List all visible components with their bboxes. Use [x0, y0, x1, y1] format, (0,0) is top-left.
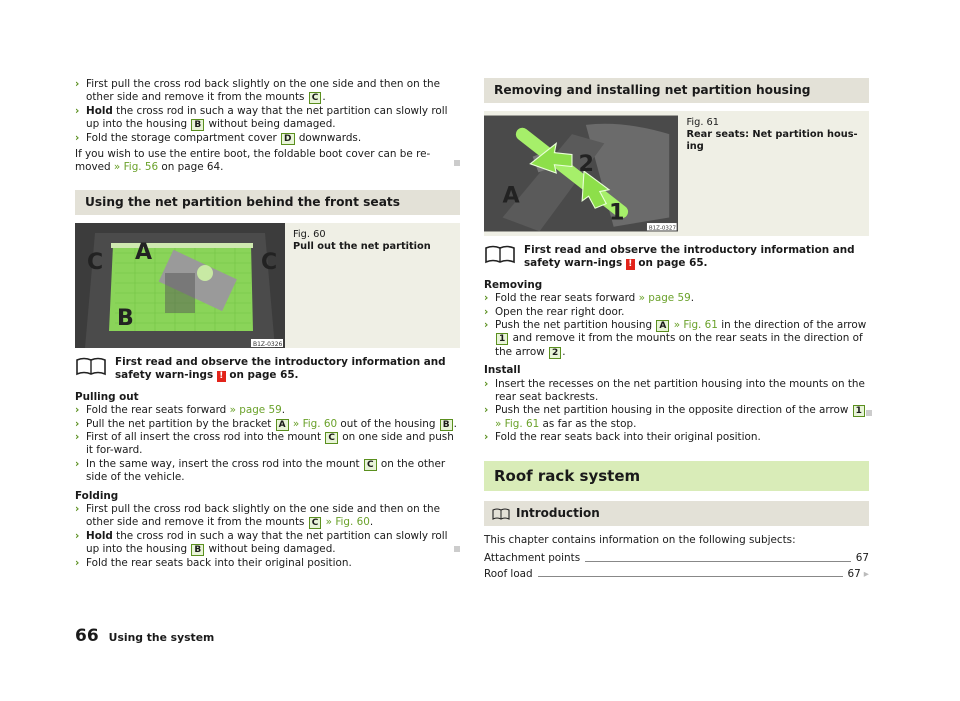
intro-text: This chapter contains information on the following subjects:	[484, 533, 796, 546]
boot-cover-text: If you wish to use the entire boot, the foldable boot cover can be re-moved » Fig. 56 on page 64.	[75, 148, 431, 174]
figure-60	[75, 223, 460, 348]
toc-entry[interactable]: Roof load 67 ▸	[484, 567, 869, 580]
section-end-marker	[454, 160, 460, 166]
folding-list	[75, 503, 460, 570]
pulling-out-heading: Pulling out	[75, 390, 139, 403]
bullet-text: .	[322, 91, 326, 104]
figure-caption: Pull out the net partition	[293, 241, 431, 252]
page-footer	[75, 626, 214, 646]
bullet-item	[75, 458, 460, 485]
bullet-text: Fold the rear seats forward	[495, 292, 639, 305]
chevron-icon: ›	[484, 292, 489, 305]
bullet-text: as far as the stop.	[539, 417, 637, 430]
continue-arrow-icon: ▸	[863, 567, 869, 580]
page-number: 66	[75, 626, 99, 646]
marker-b: B	[117, 306, 134, 331]
figure-code: B1Z-0326	[253, 341, 283, 348]
key-label: A	[276, 419, 289, 431]
bullet-item	[75, 105, 460, 132]
bold-term: Hold	[86, 529, 113, 542]
install-heading: Install	[484, 364, 521, 377]
figure-61	[484, 111, 869, 236]
bullet-text: and remove it from the mounts on the rear seats in the direction of the arrow	[495, 332, 863, 358]
figure-number: Fig. 61	[686, 117, 720, 128]
key-label: 1	[853, 405, 865, 417]
chevron-icon: ›	[75, 503, 80, 516]
key-label: A	[656, 320, 669, 332]
bullet-item	[75, 503, 460, 530]
chevron-icon: ›	[75, 104, 80, 117]
removing-list	[484, 292, 869, 359]
key-label: B	[440, 419, 453, 431]
cross-reference-link[interactable]: » page 59	[229, 404, 282, 417]
figure-60-caption	[285, 223, 439, 348]
section-end-marker	[454, 546, 460, 552]
chevron-icon: ›	[75, 431, 80, 444]
bullet-text: .	[562, 345, 566, 358]
bullet-text: First pull the cross rod back slightly on the one side and then on the other side and remove it from the mounts	[86, 78, 441, 104]
chevron-icon: ›	[75, 417, 80, 430]
bullet-item	[75, 557, 460, 570]
book-icon	[75, 356, 107, 378]
bullet-item	[484, 431, 869, 444]
footer-title: Using the system	[108, 631, 215, 644]
fig56-link[interactable]: » Fig. 56	[113, 161, 159, 174]
figure-61-caption	[678, 111, 869, 236]
figure-code: B1Z-0327	[648, 225, 676, 232]
section-title-using-net-partition: Using the net partition behind the front seats	[75, 190, 460, 215]
chevron-icon: ›	[484, 431, 489, 444]
bullet-text: Fold the rear seats back into their original position.	[495, 431, 761, 444]
bullet-text: Push the net partition housing in the opposite direction of the arrow	[495, 404, 852, 417]
bullet-item	[75, 530, 460, 557]
intro-bullet-list	[75, 78, 460, 145]
removing-heading: Removing	[484, 278, 543, 291]
bullet-item	[75, 78, 460, 105]
bullet-text: .	[453, 417, 457, 430]
bullet-item	[484, 292, 869, 305]
bullet-text: Fold the storage compartment cover	[86, 131, 281, 144]
bullet-text: downwards.	[295, 131, 362, 144]
marker-a: A	[502, 182, 520, 209]
folding-heading: Folding	[75, 489, 119, 502]
warning-notice: First read and observe the introductory information and safety warn-ings ! on page 65.	[75, 356, 460, 383]
bullet-item	[484, 404, 869, 431]
bullet-item	[75, 132, 460, 145]
chevron-icon: ›	[75, 404, 80, 417]
figure-number: Fig. 60	[293, 229, 326, 240]
key-label: D	[281, 133, 294, 145]
marker-c-left: C	[87, 250, 104, 275]
left-section	[75, 190, 460, 570]
bullet-text: In the same way, insert the cross rod into the mount	[86, 457, 363, 470]
introduction-heading: Introduction	[484, 501, 869, 526]
marker-1: 1	[609, 199, 625, 226]
chevron-icon: ›	[484, 305, 489, 318]
install-list	[484, 378, 869, 445]
key-label: 2	[549, 347, 561, 359]
warning-icon: !	[626, 259, 635, 270]
cross-reference-link[interactable]: » Fig. 60	[325, 516, 370, 529]
bullet-text: without being damaged.	[205, 543, 336, 556]
bullet-item	[75, 431, 460, 458]
bullet-text: First pull the cross rod back slightly on the one side and then on the other side and remove it from the mounts	[86, 503, 441, 529]
bullet-text: on one side and push it for-ward.	[86, 431, 454, 457]
cross-reference-link[interactable]: » Fig. 60	[292, 417, 338, 430]
chevron-icon: ›	[75, 78, 80, 90]
chevron-icon: ›	[484, 319, 489, 332]
pulling-out-list	[75, 404, 460, 484]
warning-notice: First read and observe the introductory information and safety warn-ings ! on page 65.	[484, 244, 869, 271]
bullet-text: First of all insert the cross rod into the mount	[86, 431, 325, 444]
net-partition-image	[75, 223, 285, 348]
bullet-text: out of the housing	[337, 417, 439, 430]
key-label: C	[309, 92, 322, 104]
warning-icon: !	[217, 371, 226, 382]
toc-entry[interactable]: Attachment points 67	[484, 552, 869, 565]
key-label: 1	[496, 333, 508, 345]
key-label: C	[325, 432, 338, 444]
bullet-text: Fold the rear seats forward	[86, 404, 230, 417]
right-column	[484, 78, 869, 581]
bullet-text: .	[281, 404, 286, 417]
bullet-text: Insert the recesses on the net partition housing into the mounts on the rear seat backrests.	[495, 377, 865, 404]
figure-caption: Rear seats: Net partition hous-ing	[686, 129, 858, 152]
bullet-text: Fold the rear seats back into their original position.	[86, 556, 352, 569]
marker-c-right: C	[261, 250, 278, 275]
bullet-text: .	[369, 516, 374, 529]
key-label: B	[191, 119, 204, 131]
left-column	[75, 78, 460, 175]
key-label: C	[309, 517, 322, 529]
bullet-text: .	[690, 292, 695, 305]
section-title-net-housing: Removing and installing net partition housing	[484, 78, 869, 103]
chevron-icon: ›	[484, 377, 489, 390]
bullet-text: Pull the net partition by the bracket	[86, 417, 275, 430]
bullet-text: the cross rod in such a way that the net partition can slowly roll up into the housing	[86, 104, 448, 131]
cross-reference-link[interactable]: » Fig. 61	[673, 319, 718, 332]
bullet-text: the cross rod in such a way that the net partition can slowly roll up into the housing	[86, 529, 448, 556]
key-label: B	[191, 544, 204, 556]
bullet-text: in the direction of the arrow	[717, 319, 867, 332]
book-icon	[492, 508, 510, 520]
bullet-text: without being damaged.	[205, 118, 336, 131]
bullet-item	[484, 378, 869, 405]
marker-a: A	[135, 240, 153, 265]
key-label: C	[364, 459, 377, 471]
chapter-title-roof-rack: Roof rack system	[484, 461, 869, 491]
bullet-text: on the other side of the vehicle.	[86, 457, 446, 484]
chevron-icon: ›	[75, 529, 80, 542]
chevron-icon: ›	[75, 457, 80, 470]
book-icon	[484, 244, 516, 266]
bullet-item	[75, 404, 460, 417]
bold-term: Hold	[86, 104, 113, 117]
chevron-icon: ›	[75, 556, 80, 569]
cross-reference-link[interactable]: » page 59	[638, 292, 691, 305]
bullet-item	[75, 418, 460, 431]
chevron-icon: ›	[75, 131, 80, 144]
bullet-text: Push the net partition housing	[495, 319, 656, 332]
marker-2: 2	[578, 151, 594, 178]
section-end-marker	[866, 410, 872, 416]
net-housing-image	[484, 111, 678, 236]
bullet-item	[484, 319, 869, 359]
toc-list	[484, 552, 869, 581]
bullet-item	[484, 306, 869, 319]
chevron-icon: ›	[484, 404, 489, 417]
cross-reference-link[interactable]: » Fig. 61	[495, 417, 540, 430]
bullet-text: Open the rear right door.	[495, 305, 625, 318]
